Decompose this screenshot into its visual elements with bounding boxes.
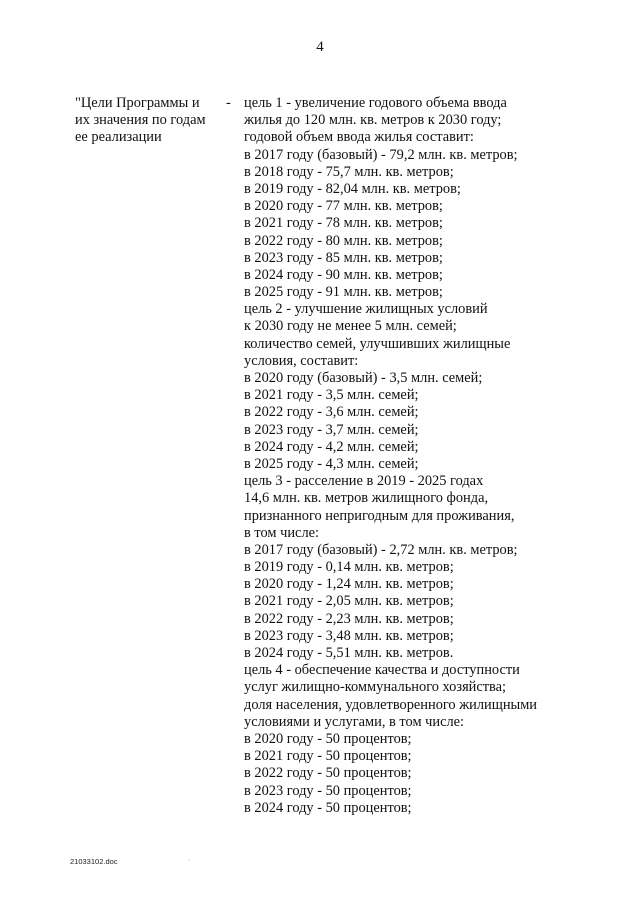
content-line: годовой объем ввода жилья составит: [244,129,474,146]
content-line: в 2024 году - 90 млн. кв. метров; [244,266,443,283]
content-line: в 2017 году (базовый) - 2,72 млн. кв. метров; [244,541,518,558]
content-line: в 2021 году - 50 процентов; [244,748,412,765]
page-number: 4 [316,39,324,55]
content-line: услуг жилищно-коммунального хозяйства; [244,679,507,696]
content-line: в 2022 году - 3,6 млн. семей; [244,404,419,421]
program-goals-content [244,95,574,817]
content-line: в 2024 году - 5,51 млн. кв. метров. [244,645,454,661]
content-line: жилья до 120 млн. кв. метров к 2030 году; [244,112,502,129]
content-line: в 2018 году - 75,7 млн. кв. метров; [244,163,454,180]
content-line: признанного непригодным для проживания, [244,507,515,524]
content-line: цель 2 - улучшение жилищных условий [244,301,488,318]
separator-dash: - [226,95,231,111]
label-line: "Цели Программы и [75,95,200,111]
content-line: цель 3 - расселение в 2019 - 2025 годах [244,473,484,490]
content-line: в 2023 году - 3,7 млн. семей; [244,421,419,438]
content-line: в 2021 году - 78 млн. кв. метров; [244,215,443,232]
content-line: в 2022 году - 50 процентов; [244,765,412,782]
label-line: их значения по годам [75,112,206,129]
content-line: в 2020 году - 1,24 млн. кв. метров; [244,576,454,593]
content-line: в 2024 году - 4,2 млн. семей; [244,438,419,455]
content-line: в 2025 году - 4,3 млн. семей; [244,455,419,472]
content-line: к 2030 году не менее 5 млн. семей; [244,318,457,335]
content-line: в 2019 году - 0,14 млн. кв. метров; [244,559,454,576]
content-line: в 2020 году - 50 процентов; [244,730,412,747]
label-line: ее реализации [75,129,162,146]
file-name-footer: 21033102.doc [70,857,118,866]
program-goals-label [75,95,225,147]
content-line: в 2020 году (базовый) - 3,5 млн. семей; [244,370,483,386]
content-line: 14,6 млн. кв. метров жилищного фонда, [244,490,489,507]
content-line: в 2024 году - 50 процентов; [244,799,412,816]
content-line: в 2020 году - 77 млн. кв. метров; [244,198,443,215]
content-line: в 2025 году - 91 млн. кв. метров; [244,284,443,301]
content-line: условия, составит: [244,352,359,369]
content-line: количество семей, улучшивших жилищные [244,335,511,352]
content-line: в 2023 году - 3,48 млн. кв. метров; [244,627,454,644]
content-line: цель 4 - обеспечение качества и доступности [244,662,520,679]
content-line: в 2022 году - 2,23 млн. кв. метров; [244,610,454,627]
content-line: цель 1 - увеличение годового объема ввода [244,95,507,111]
content-line: в том числе: [244,524,320,541]
content-line: в 2021 году - 3,5 млн. семей; [244,387,419,404]
content-line: в 2023 году - 50 процентов; [244,782,412,799]
footer-mark: · [188,857,191,864]
content-line: в 2021 году - 2,05 млн. кв. метров; [244,593,454,610]
content-line: в 2023 году - 85 млн. кв. метров; [244,249,443,266]
content-line: условиями и услугами, в том числе: [244,713,465,730]
content-line: доля населения, удовлетворенного жилищными [244,696,538,713]
content-line: в 2017 году (базовый) - 79,2 млн. кв. метров; [244,146,518,163]
content-line: в 2019 году - 82,04 млн. кв. метров; [244,180,461,197]
content-line: в 2022 году - 80 млн. кв. метров; [244,232,443,249]
